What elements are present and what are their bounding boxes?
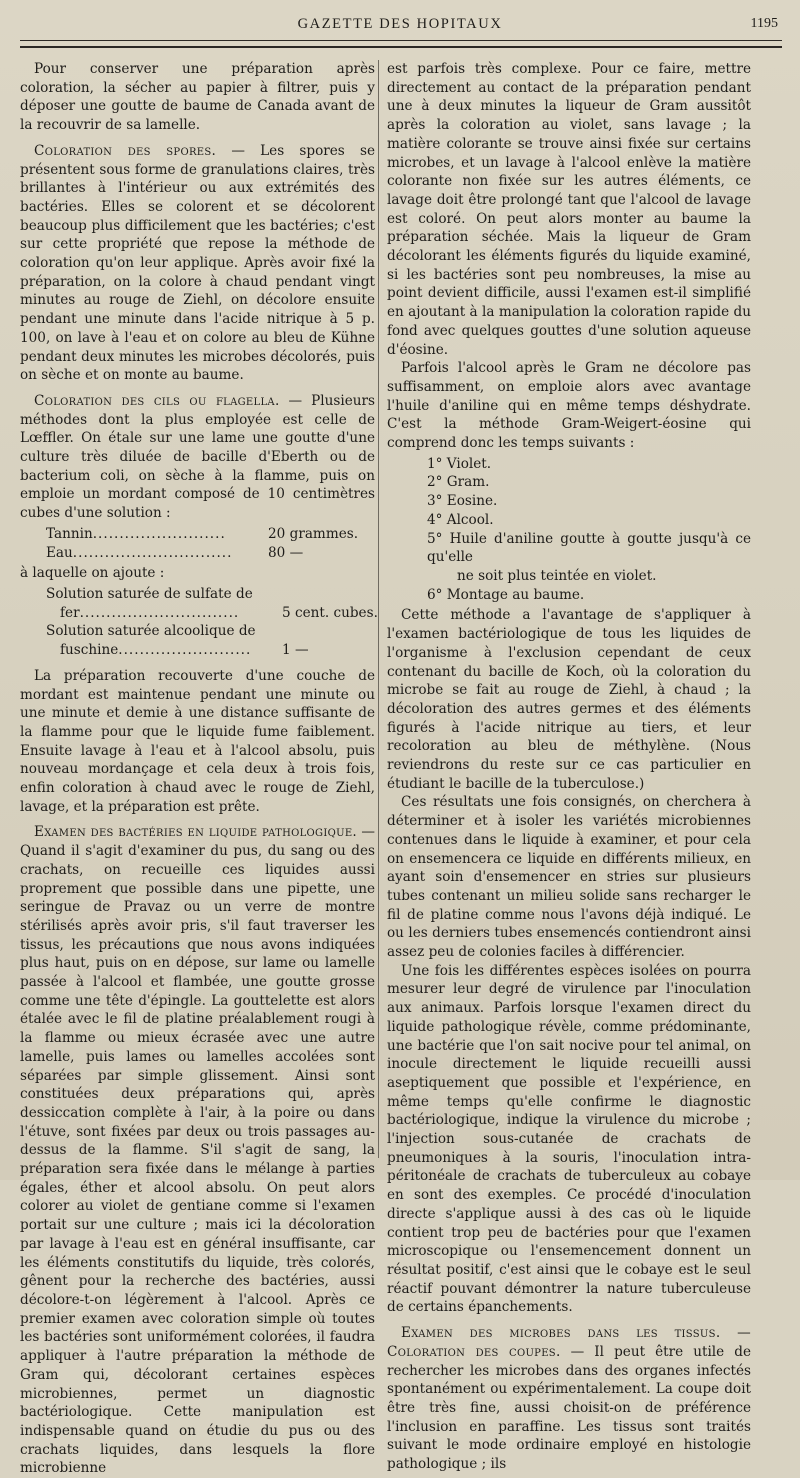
solution-recipe xyxy=(46,585,378,660)
section-text-spores: — Les spores se présentent sous forme de granulations claires, très brillantes à l'intérieur ou aux extrémités des bactéries. Elles se colorent et se décolorent beaucoup plus difficilement que les bactéries; c'est sur cette propriété que repose la méthode de coloration qu'on leur applique. Après avoir fixé la préparation, on la colore à chaud pendant vingt minutes au rouge de Ziehl, on décolore ensuite pendant une minute dans l'acide nitrique à 5 p. 100, on lave à l'eau et on colore au bleu de Kühne pendant deux minutes les microbes décolorés, puis on sèche et on monte au baume. xyxy=(20,142,375,384)
recipe-row: fer.............................. 5 cent. cubes. xyxy=(60,604,378,621)
section-heading-spores: Coloration des spores. xyxy=(34,142,217,159)
recipe-quantity: 1 — xyxy=(282,642,309,659)
section-heading-tissus: Examen des microbes dans les tissus. — Coloration des coupes. xyxy=(387,1325,751,1360)
recipe-line: Solution saturée de sulfate de xyxy=(46,585,253,602)
recipe-quantity: 5 cent. cubes. xyxy=(282,604,378,621)
paragraph-resultats: Ces résultats une fois consignés, on cherchera à déterminer et à isoler les variétés microbiennes contenues dans le liquide à examiner, et pour cela on ensemencera ce liquide en différents milieux, en ayant soin d'ensemencer en stries sur plusieurs tubes contenant un milieu solide sans recharger le fil de platine comme nous l'avons déjà indiqué. Le ou les derniers tubes ensemencés contiendront ainsi assez peu de colonies faciles à différencier. xyxy=(387,794,751,961)
section-heading-cils: Coloration des cils ou flagella. xyxy=(34,392,280,409)
step-item: 2° Gram. xyxy=(427,474,490,491)
recipe-row: fuschine......................... 1 — xyxy=(46,641,375,660)
recipe-item: Tannin xyxy=(46,525,93,542)
method-steps xyxy=(427,455,751,605)
step-item: 4° Alcool. xyxy=(427,511,494,528)
step-text: 5° Huile d'aniline goutte à goutte jusqu'à ce qu'elle xyxy=(427,530,751,566)
recipe-connector: à laquelle on ajoute : xyxy=(20,565,165,582)
paragraph-virulence: Une fois les différentes espèces isolées on pourra mesurer leur degré de virulence par l'inoculation aux animaux. Parfois lorsque l'examen direct du liquide pathologique révèle, comme prédominante, une bactérie que l'on sait nocive pour tel animal, on inocule directement le liquide recueilli aussi aseptiquement que possible et l'expérience, en même temps qu'elle confirme le diagnostic bactériologique, indique la virulence du microbe ; l'injection sous-cutanée de crachats de pneumoniques à la souris, l'inoculation intra-péritonéale de crachats de tuberculeux au cobaye en sont des exemples. Ce procédé d'inoculation directe s'applique aussi à des cas où le liquide contient trop peu de bactéries pour que l'examen microscopique ou l'ensemencement donnent un résultat positif, c'est ainsi que le cobaye est le seul réactif pouvant démontrer la nature tuberculeuse de certains épanchements. xyxy=(387,962,751,1316)
recipe-quantity: 80 — xyxy=(268,544,304,561)
step-item: 6° Montage au baume. xyxy=(427,586,585,603)
header-rule-thin xyxy=(20,40,782,41)
step-item: 1° Violet. xyxy=(427,455,492,472)
recipe-item: fer xyxy=(60,604,80,621)
paragraph-gram: est parfois très complexe. Pour ce faire, mettre directement au contact de la préparation pendant une à deux minutes la liqueur de Gram aussitôt après la coloration au violet, sans lavage ; la matière colorante se trouve ainsi fixée sur certains microbes, et un lavage à l'alcool enlève la matière colorante non fixée sur les autres éléments, ce lavage doit être prolongé tant que l'alcool de lavage est coloré. On peut alors monter au baume la préparation séchée. Mais la liqueur de Gram décolorant les éléments figurés du liquide examiné, si les bactéries sont peu nombreuses, la mise au point devient difficile, aussi l'examen est-il simplifié en ajoutant à la manipulation la coloration rapide du fond avec quelques gouttes d'une solution aqueuse d'éosine. xyxy=(387,61,751,358)
section-tissus xyxy=(387,1324,751,1474)
section-text-tissus: — Il peut être utile de rechercher les microbes dans des organes infectés spontanément ou expérimentalement. La coupe doit être très fine, aussi choisit-on de préférence l'inclusion en paraffine. Les tissus sont traités suivant le mode ordinaire employé en histologie pathologique ; ils xyxy=(387,1343,751,1473)
recipe-row: Eau.............................. 80 — xyxy=(46,544,375,563)
left-column xyxy=(20,60,378,1478)
recipe-item: Eau xyxy=(46,544,73,561)
section-text-cils: — Plusieurs méthodes dont la plus employée est celle de Lœffler. On étale sur une lame une goutte d'une culture très diluée de bacille d'Eberth ou de bacterium coli, on sèche à la flamme, puis on emploie un mordant composé de 10 centimètres cubes d'une solution : xyxy=(20,392,375,522)
section-examen-liquide xyxy=(20,823,375,1478)
recipe-item: fuschine xyxy=(60,642,119,659)
column-divider xyxy=(378,60,379,1158)
recipe-line: Solution saturée alcoolique de xyxy=(46,623,256,640)
paragraph-conserver: Pour conserver une préparation après coloration, la sécher au papier à filtrer, puis y déposer une goutte de baume de Canada avant de la recouvrir de sa lamelle. xyxy=(20,61,375,134)
header-rule-thick xyxy=(20,46,782,48)
section-cils xyxy=(20,392,375,523)
section-text-examen: — Quand il s'agit d'examiner du pus, du sang ou des crachats, on recueille ces liquides aussi proprement que possible dans une pipette, une seringue de Pravaz ou un verre de montre stérilisés après avoir pris, s'il faut traverser les tissus, les précautions que nous avons indiquées plus haut, puis on en dépose, sur lame ou lamelle passée à l'alcool et flambée, une goutte grosse comme une tête d'épingle. La gouttelette est alors étalée avec le fil de platine préalablement rougi à la flamme ou mieux écrasée avec une autre lamelle, puis lames ou lamelles accolées sont séparées par simple glissement. Ainsi sont constituées deux préparations qui, après dessiccation complète à l'air, à la poire ou dans l'étuve, sont fixées par deux ou trois passages au-dessus de la flamme. S'il s'agit de sang, la préparation sera fixée dans le mélange à parties égales, éther et alcool absolu. On peut alors colorer au violet de gentiane comme si l'examen portait sur une culture ; mais ici la décoloration par lavage à l'eau est en général insuffisante, car les éléments constitutifs du liquide, très colorés, gênent pour la recherche des bactéries, aussi décolore-t-on légèrement à l'alcool. Après ce premier examen avec coloration simple où toutes les bactéries sont uniformément colorées, il faudra appliquer à l'autre préparation la méthode de Gram qui, décolorant certaines espèces microbiennes, permet un diagnostic bactériologique. Cette manipulation est indispensable quand on étudie du pus ou des crachats liquides, dans lesquels la flore microbienne xyxy=(20,824,375,1477)
page-number: 1195 xyxy=(750,16,778,31)
step-continuation: ne soit plus teintée en violet. xyxy=(457,567,657,584)
section-spores xyxy=(20,142,375,385)
recipe-quantity: 20 grammes. xyxy=(268,525,359,542)
section-heading-examen: Examen des bactéries en liquide pathologique. xyxy=(34,824,358,841)
paragraph-preparation: La préparation recouverte d'une couche de mordant est maintenue pendant une minute ou une minute et demie à une distance suffisante de la flamme pour que le liquide fume faiblement. Ensuite lavage à l'eau et à l'alcool absolu, puis nouveau mordançage et cela deux à trois fois, enfin coloration à chaud avec le rouge de Ziehl, lavage, et la préparation est prête. xyxy=(20,667,375,815)
recipe-row: Tannin......................... 20 grammes. xyxy=(46,525,375,544)
paragraph-methode: Cette méthode a l'avantage de s'appliquer à l'examen bactériologique de tous les liquides de l'organisme à l'exclusion cependant de ceux contenant du bacille de Koch, où la coloration du microbe se fait au rouge de Ziehl, à chaud ; la décoloration des autres germes et des éléments figurés à l'acide nitrique au tiers, et leur recoloration au bleu de méthylène. (Nous reviendrons du reste sur ce cas particulier en étudiant le bacille de la tuberculose.) xyxy=(387,607,751,792)
step-item: 3° Eosine. xyxy=(427,493,498,510)
page-header xyxy=(20,16,780,38)
right-column xyxy=(387,60,751,1474)
paragraph-aniline: Parfois l'alcool après le Gram ne décolore pas suffisamment, on emploie alors avec avantage l'huile d'aniline qui en même temps déshydrate. C'est la méthode Gram-Weigert-éosine qui comprend donc les temps suivants : xyxy=(387,360,751,452)
mordant-recipe xyxy=(46,525,375,562)
step-item xyxy=(427,530,751,586)
running-head: GAZETTE DES HOPITAUX xyxy=(297,16,503,32)
